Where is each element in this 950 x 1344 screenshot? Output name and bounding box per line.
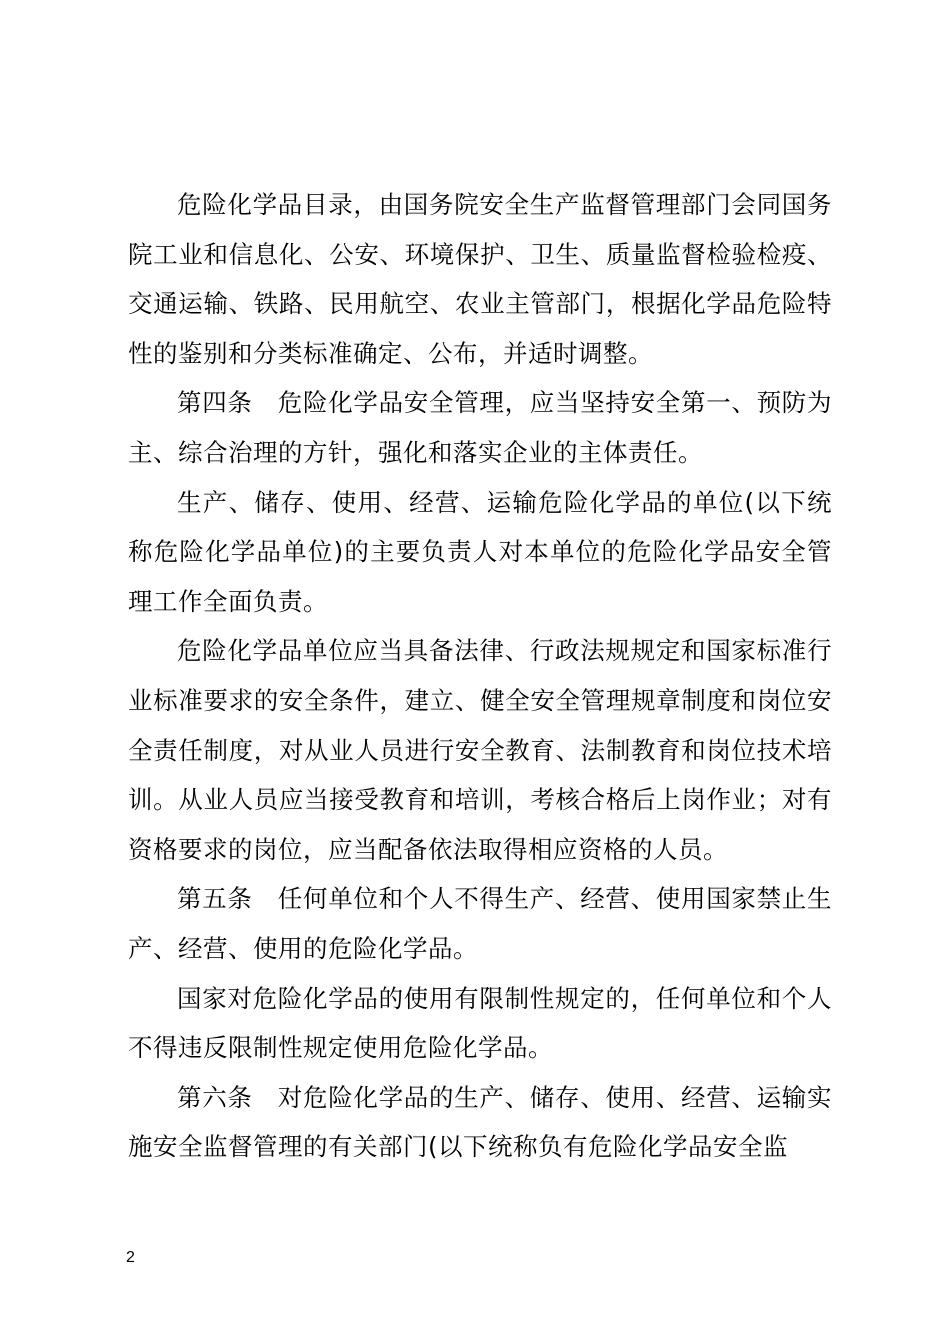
document-body (128, 180, 832, 1172)
paragraph-article-6: 第六条 对危险化学品的生产、储存、使用、经营、运输实施安全监督管理的有关部门(以下统称负有危险化学品安全监 (128, 1082, 832, 1162)
page-number: 2 (126, 1249, 135, 1266)
paragraph-article-4: 第四条 危险化学品安全管理，应当坚持安全第一、预防为主、综合治理的方针，强化和落实企业的主体责任。 (128, 388, 832, 467)
paragraph-unit-responsibility: 生产、储存、使用、经营、运输危险化学品的单位(以下统称危险化学品单位)的主要负责人对本单位的危险化学品安全管理工作全面负责。 (128, 487, 832, 616)
paragraph-safety-conditions: 危险化学品单位应当具备法律、行政法规规定和国家标准行业标准要求的安全条件，建立、健全安全管理规章制度和岗位安全责任制度，对从业人员进行安全教育、法制教育和岗位技术培训。从业人员应当接受教育和培训，考核合格后上岗作业；对有资格要求的岗位，应当配备依法取得相应资格的人员。 (128, 636, 832, 864)
paragraph-article-5: 第五条 任何单位和个人不得生产、经营、使用国家禁止生产、经营、使用的危险化学品。 (128, 884, 832, 963)
paragraph-catalog: 危险化学品目录，由国务院安全生产监督管理部门会同国务院工业和信息化、公安、环境保护、卫生、质量监督检验检疫、交通运输、铁路、民用航空、农业主管部门，根据化学品危险特性的鉴别和分类标准确定、公布，并适时调整。 (128, 190, 832, 368)
paragraph-restriction: 国家对危险化学品的使用有限制性规定的，任何单位和个人不得违反限制性规定使用危险化学品。 (128, 983, 832, 1063)
